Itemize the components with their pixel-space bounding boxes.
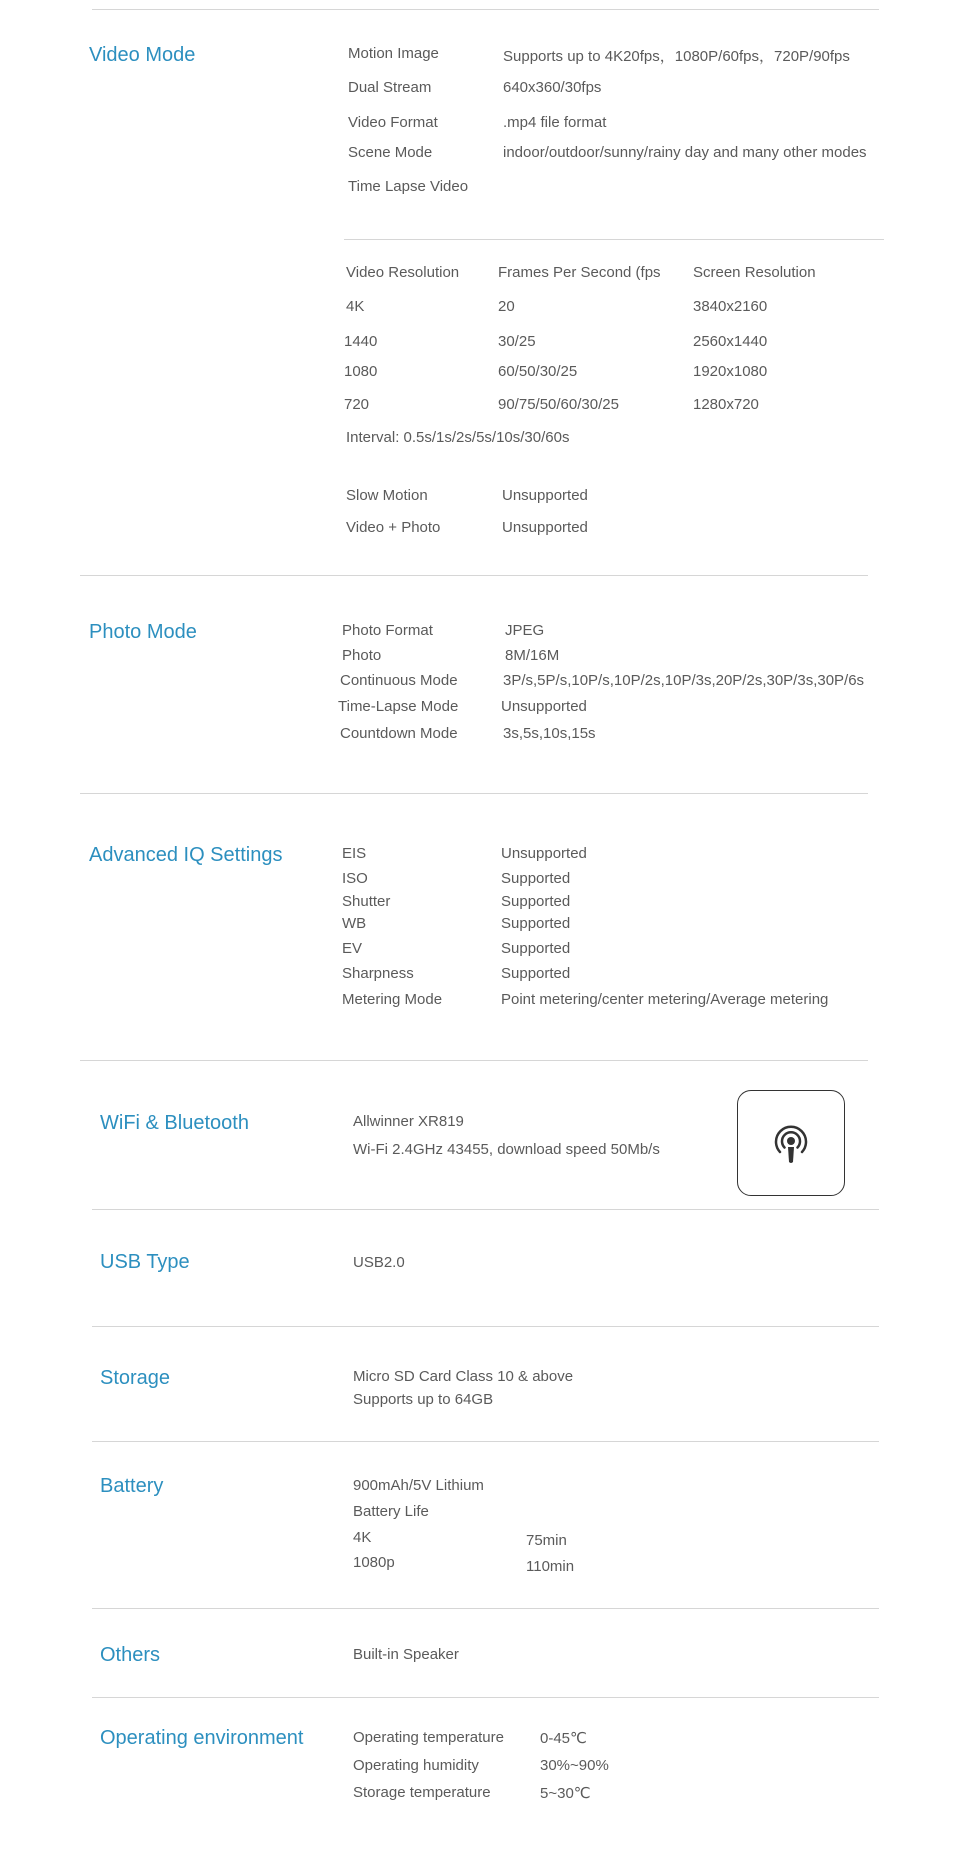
divider <box>92 1441 879 1442</box>
spec-value: Supported <box>501 965 571 982</box>
spec-value: Unsupported <box>501 698 587 715</box>
spec-value: 3P/s,5P/s,10P/s,10P/2s,10P/3s,20P/2s,30P/3s,30P/6s <box>503 672 865 689</box>
divider <box>92 1608 879 1609</box>
table-cell: 30/25 <box>498 333 536 350</box>
spec-value: Allwinner XR819 <box>353 1113 464 1130</box>
table-cell: 90/75/50/60/30/25 <box>498 396 619 413</box>
spec-label: ISO <box>342 870 368 887</box>
spec-value: Supported <box>501 870 571 887</box>
spec-value: Supported <box>501 915 571 932</box>
video-mode-title: Video Mode <box>89 44 196 66</box>
spec-label: Storage temperature <box>353 1784 491 1801</box>
spec-label: Slow Motion <box>346 487 428 504</box>
divider <box>92 1326 879 1327</box>
spec-label: Dual Stream <box>348 79 432 96</box>
spec-value: Supported <box>501 893 571 910</box>
spec-value: Supports up to 4K20fps，1080P/60fps，720P/90fps <box>503 48 850 65</box>
spec-value: .mp4 file format <box>503 114 607 131</box>
spec-label: EIS <box>342 845 367 862</box>
interval-text: Interval: 0.5s/1s/2s/5s/10s/30/60s <box>346 429 570 446</box>
spec-label: Video + Photo <box>346 519 441 536</box>
spec-value: USB2.0 <box>353 1254 405 1271</box>
photo-mode-title: Photo Mode <box>89 621 197 643</box>
divider <box>92 1209 879 1210</box>
table-cell: 1440 <box>344 333 378 350</box>
spec-label: Sharpness <box>342 965 414 982</box>
spec-value: 30%~90% <box>540 1757 609 1774</box>
table-header: Screen Resolution <box>693 264 816 281</box>
table-cell: 720 <box>344 396 370 413</box>
divider <box>80 575 868 576</box>
spec-value: 8M/16M <box>505 647 560 664</box>
spec-label: Operating humidity <box>353 1757 479 1774</box>
spec-label: Time Lapse Video <box>348 178 469 195</box>
table-cell: 20 <box>498 298 515 315</box>
spec-value: Supports up to 64GB <box>353 1391 494 1408</box>
spec-label: 4K <box>353 1529 372 1546</box>
table-cell: 2560x1440 <box>693 333 768 350</box>
spec-label: Metering Mode <box>342 991 443 1008</box>
spec-label: Continuous Mode <box>340 672 458 689</box>
spec-value: 110min <box>526 1558 575 1575</box>
wifi-bluetooth-title: WiFi & Bluetooth <box>100 1112 249 1134</box>
spec-value: Wi-Fi 2.4GHz 43455, download speed 50Mb/s <box>353 1141 660 1158</box>
divider <box>92 9 879 10</box>
divider <box>344 239 884 240</box>
spec-value: 640x360/30fps <box>503 79 602 96</box>
spec-label: Scene Mode <box>348 144 433 161</box>
table-cell: 60/50/30/25 <box>498 363 578 380</box>
spec-label: 1080p <box>353 1554 395 1571</box>
battery-title: Battery <box>100 1475 164 1497</box>
spec-value: indoor/outdoor/sunny/rainy day and many other modes <box>503 144 867 161</box>
table-header: Frames Per Second (fps <box>498 264 661 281</box>
spec-value: Built-in Speaker <box>353 1646 459 1663</box>
spec-label: Shutter <box>342 893 391 910</box>
spec-label: Battery Life <box>353 1503 429 1520</box>
spec-value: 3s,5s,10s,15s <box>503 725 596 742</box>
spec-value: Unsupported <box>501 845 587 862</box>
spec-value: 900mAh/5V Lithium <box>353 1477 484 1494</box>
table-cell: 4K <box>346 298 365 315</box>
table-cell: 3840x2160 <box>693 298 768 315</box>
spec-value: Point metering/center metering/Average metering <box>501 991 829 1008</box>
table-cell: 1080 <box>344 363 378 380</box>
storage-title: Storage <box>100 1367 171 1389</box>
spec-value: 0-45℃ <box>540 1730 587 1747</box>
spec-value: 75min <box>526 1532 567 1549</box>
divider <box>80 793 868 794</box>
table-header: Video Resolution <box>346 264 460 281</box>
divider <box>80 1060 868 1061</box>
usb-type-title: USB Type <box>100 1251 190 1273</box>
spec-label: Photo Format <box>342 622 433 639</box>
spec-label: WB <box>342 915 367 932</box>
spec-label: EV <box>342 940 363 957</box>
others-title: Others <box>100 1644 161 1666</box>
spec-value: JPEG <box>505 622 545 639</box>
operating-environment-title: Operating environment <box>100 1727 304 1749</box>
divider <box>92 1697 879 1698</box>
advanced-iq-title: Advanced IQ Settings <box>89 844 283 866</box>
spec-value: 5~30℃ <box>540 1785 591 1802</box>
spec-label: Operating temperature <box>353 1729 504 1746</box>
wifi-broadcast-icon <box>765 1117 817 1169</box>
spec-value: Unsupported <box>502 487 588 504</box>
spec-value: Unsupported <box>502 519 588 536</box>
spec-label: Photo <box>342 647 382 664</box>
wifi-icon-box <box>737 1090 845 1196</box>
spec-value: Supported <box>501 940 571 957</box>
spec-label: Motion Image <box>348 45 439 62</box>
spec-label: Countdown Mode <box>340 725 458 742</box>
spec-label: Video Format <box>348 114 438 131</box>
spec-label: Time-Lapse Mode <box>338 698 459 715</box>
spec-value: Micro SD Card Class 10 & above <box>353 1368 574 1385</box>
table-cell: 1280x720 <box>693 396 759 413</box>
table-cell: 1920x1080 <box>693 363 768 380</box>
